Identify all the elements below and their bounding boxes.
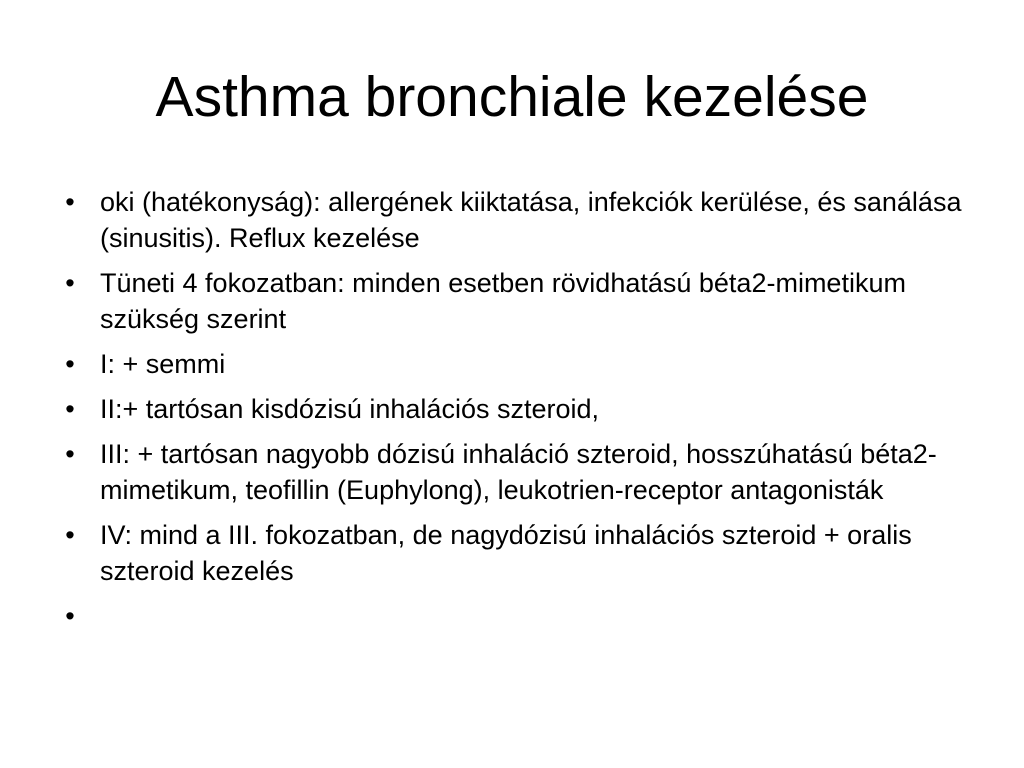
bullet-icon: • (65, 520, 75, 550)
bullet-icon: • (65, 268, 75, 298)
bullet-item (58, 436, 978, 508)
bullet-icon: • (65, 349, 75, 379)
slide-title: Asthma bronchiale kezelése (155, 65, 869, 129)
bullet-icon: • (65, 394, 75, 424)
bullet-item (58, 517, 978, 589)
bullet-text: IV: mind a III. fokozatban, de nagydózisú inhalációs szteroid + oralis szteroid kezelés (100, 520, 912, 586)
bullet-icon: • (65, 601, 75, 631)
bullet-text: I: + semmi (100, 349, 226, 379)
bullet-icon: • (65, 187, 75, 217)
bullet-list (58, 184, 978, 631)
bullet-text: oki (hatékonyság): allergének kiiktatása, infekciók kerülése, és sanálása (sinusitis). Reflux kezelése (100, 187, 962, 253)
bullet-text: II:+ tartósan kisdózisú inhalációs szteroid, (100, 394, 599, 424)
bullet-item (58, 346, 978, 382)
bullet-text: III: + tartósan nagyobb dózisú inhaláció szteroid, hosszúhatású béta2-mimetikum, teofillin (Euphylong), leukotrien-receptor antagonisták (100, 439, 937, 505)
bullet-item (58, 391, 978, 427)
bullet-item (58, 184, 978, 256)
bullet-icon: • (65, 439, 75, 469)
bullet-item (58, 265, 978, 337)
bullet-text: Tüneti 4 fokozatban: minden esetben rövidhatású béta2-mimetikum szükség szerint (100, 268, 906, 334)
